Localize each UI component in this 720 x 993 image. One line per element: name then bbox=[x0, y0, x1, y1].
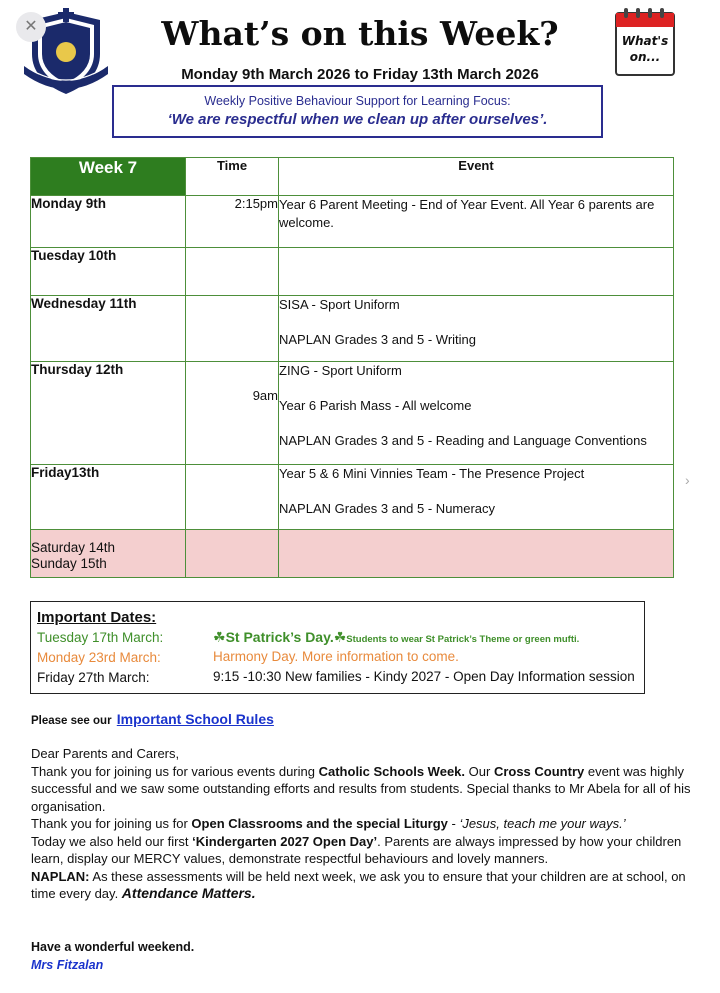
close-button[interactable]: ✕ bbox=[16, 12, 46, 42]
event-item: ZING - Sport Uniform bbox=[279, 363, 402, 378]
letter-paragraph: Today we also held our first ‘Kindergarten 2027 Open Day’. Parents are always impressed by how your children learn, display our MERCY values, demonstrate respectful behaviours and lovely manners. bbox=[31, 833, 682, 866]
event-cell bbox=[279, 248, 674, 296]
focus-label: Weekly Positive Behaviour Support for Learning Focus: bbox=[204, 94, 511, 108]
time-cell bbox=[186, 530, 279, 578]
day-cell bbox=[31, 530, 186, 578]
event-cell bbox=[279, 362, 674, 465]
table-row bbox=[31, 296, 674, 362]
event-title: St Patrick’s Day. bbox=[225, 629, 334, 645]
weekend-day-2: Sunday 15th bbox=[31, 556, 107, 571]
date-label: Friday 27th March: bbox=[37, 670, 150, 685]
table-row bbox=[31, 530, 674, 578]
rules-prefix: Please see our bbox=[31, 715, 112, 727]
event-item: NAPLAN Grades 3 and 5 - Writing bbox=[279, 332, 477, 347]
event-note: Students to wear St Patrick’s Theme or green mufti. bbox=[346, 634, 580, 645]
greeting: Dear Parents and Carers, bbox=[31, 746, 180, 761]
rules-line bbox=[31, 711, 274, 727]
table-row bbox=[31, 465, 674, 530]
date-event: 9:15 -10:30 New families - Kindy 2027 - Open Day Information session bbox=[213, 669, 635, 684]
time-cell bbox=[186, 248, 279, 296]
week-schedule-table bbox=[30, 157, 674, 578]
event-item: NAPLAN Grades 3 and 5 - Numeracy bbox=[279, 501, 496, 516]
shamrock-icon: ☘ bbox=[333, 629, 347, 645]
time-cell: 2:15pm bbox=[186, 196, 279, 248]
event-item: Year 6 Parent Meeting - End of Year Event. All Year 6 parents are welcome. bbox=[279, 197, 655, 230]
date-event bbox=[213, 629, 579, 646]
important-dates-title: Important Dates: bbox=[37, 609, 157, 626]
signoff-line: Have a wonderful weekend. bbox=[31, 940, 195, 954]
time-cell: 9am bbox=[186, 362, 279, 465]
event-item: Year 6 Parish Mass - All welcome bbox=[279, 398, 472, 413]
day-cell: Thursday 12th bbox=[31, 362, 186, 465]
day-cell: Friday13th bbox=[31, 465, 186, 530]
page-title: What’s on this Week? bbox=[161, 14, 559, 53]
event-cell bbox=[279, 465, 674, 530]
day-cell: Monday 9th bbox=[31, 196, 186, 248]
day-cell: Wednesday 11th bbox=[31, 296, 186, 362]
calendar-icon-text-2: on... bbox=[629, 50, 661, 64]
calendar-icon-text-1: What's bbox=[621, 34, 669, 48]
date-label: Monday 23rd March: bbox=[37, 650, 161, 665]
table-row bbox=[31, 196, 674, 248]
table-row bbox=[31, 362, 674, 465]
list-item bbox=[37, 648, 638, 668]
focus-quote: ‘We are respectful when we clean up after ourselves’. bbox=[167, 111, 548, 128]
event-cell bbox=[279, 530, 674, 578]
letter-paragraph: Thank you for joining us for various events during Catholic Schools Week. Our Cross Country event was highly successful and we saw some outstanding efforts and results from students. Special thanks to Mr Abela for all of his organisation. bbox=[31, 763, 691, 814]
week-label: Week 7 bbox=[31, 158, 186, 196]
event-cell bbox=[279, 196, 674, 248]
signoff-name: Mrs Fitzalan bbox=[31, 958, 104, 972]
date-range: Monday 9th March 2026 to Friday 13th March 2026 bbox=[181, 66, 539, 83]
table-row bbox=[31, 248, 674, 296]
school-rules-link[interactable]: Important School Rules bbox=[116, 711, 274, 727]
important-dates-box bbox=[30, 601, 645, 694]
list-item bbox=[37, 628, 638, 648]
list-item bbox=[37, 668, 638, 688]
event-item: Year 5 & 6 Mini Vinnies Team - The Presence Project bbox=[279, 466, 585, 481]
date-label: Tuesday 17th March: bbox=[37, 630, 164, 645]
event-cell bbox=[279, 296, 674, 362]
time-column-header: Time bbox=[186, 158, 279, 196]
shamrock-icon: ☘ bbox=[213, 629, 226, 645]
event-item: SISA - Sport Uniform bbox=[279, 297, 400, 312]
chevron-right-icon[interactable]: › bbox=[685, 472, 690, 488]
event-item: NAPLAN Grades 3 and 5 - Reading and Language Conventions bbox=[279, 433, 647, 448]
calendar-icon bbox=[614, 7, 676, 77]
behaviour-focus-box bbox=[112, 85, 603, 138]
day-cell: Tuesday 10th bbox=[31, 248, 186, 296]
weekend-day-1: Saturday 14th bbox=[31, 540, 116, 555]
letter-paragraph: Thank you for joining us for Open Classrooms and the special Liturgy - ‘Jesus, teach me your ways.’ bbox=[31, 816, 626, 831]
letter-paragraph: NAPLAN: As these assessments will be held next week, we ask you to ensure that your children are at school, on time every day. Attendance Matters. bbox=[31, 868, 686, 901]
date-event: Harmony Day. More information to come. bbox=[213, 649, 459, 664]
event-column-header: Event bbox=[279, 158, 674, 196]
time-cell bbox=[186, 296, 279, 362]
time-cell bbox=[186, 465, 279, 530]
principal-letter bbox=[31, 745, 691, 903]
